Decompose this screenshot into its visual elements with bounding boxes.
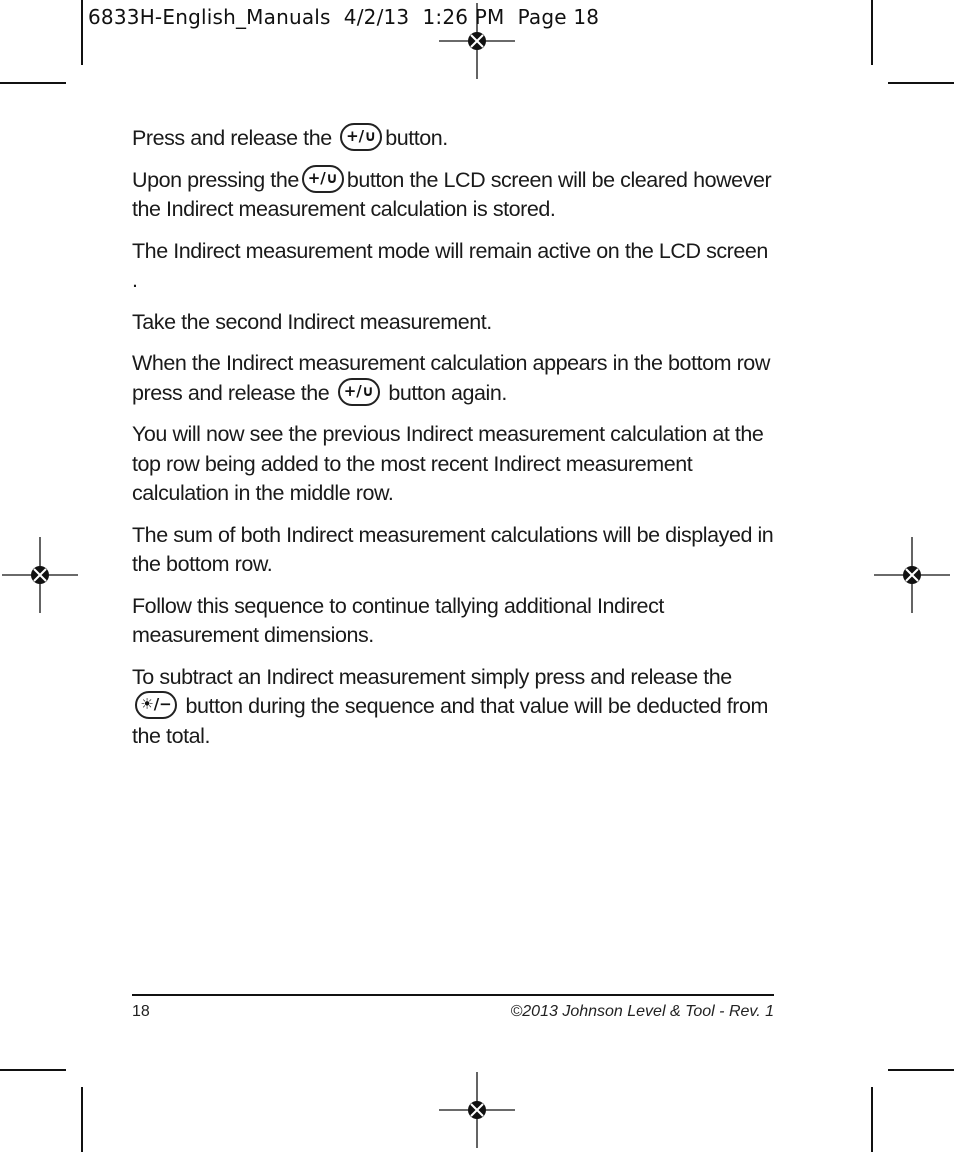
page-number: 18 [132,1003,150,1020]
paragraph-previous-calculation: You will now see the previous Indirect measurement calculation at the top row being added to the most recent Indirect measurement calculation in the middle row. [132,422,764,505]
registration-mark-right-icon [874,537,950,613]
crop-mark-bottom-left-horizontal [0,1069,66,1071]
paragraph-second-measurement: Take the second Indirect measurement. [132,309,492,334]
print-slug-line: 6833H-English_Manuals 4/2/13 1:26 PM Page 18 [88,5,600,29]
plus-memory-button-icon: +/∪ [340,123,382,151]
paragraph-subtract: To subtract an Indirect measurement simply press and release the ☀/− button during the sequence and that value will be deducted from the total. [132,664,768,748]
registration-mark-top-icon [439,3,515,79]
crop-mark-top-left-horizontal [0,82,66,84]
paragraph-calculation-appears: When the Indirect measurement calculation appears in the bottom row press and release the +/∪ button again. [132,351,770,405]
light-minus-button-icon: ☀/− [135,691,177,719]
crop-mark-bottom-right-vertical [871,1087,873,1152]
crop-mark-top-right-horizontal [888,82,954,84]
paragraph-follow-sequence: Follow this sequence to continue tallying additional Indirect measurement dimensions. [132,593,664,647]
crop-mark-top-right-vertical [871,0,873,65]
footer-rule [132,994,774,996]
copyright-notice: ©2013 Johnson Level & Tool - Rev. 1 [510,1003,774,1020]
plus-memory-button-icon: +/∪ [338,378,380,406]
paragraph-upon-pressing: Upon pressing the +/∪ button the LCD screen will be cleared however the Indirect measurement calculation is stored. [132,166,774,225]
paragraph-sum: The sum of both Indirect measurement calculations will be displayed in the bottom row. [132,522,774,576]
plus-memory-button-icon: +/∪ [302,165,344,193]
registration-mark-bottom-icon [439,1072,515,1148]
registration-mark-left-icon [2,537,78,613]
crop-mark-bottom-right-horizontal [888,1069,954,1071]
crop-mark-bottom-left-vertical [81,1087,83,1152]
manual-body-text [132,124,774,763]
crop-mark-top-left-vertical [81,0,83,65]
paragraph-mode-active: The Indirect measurement mode will remain active on the LCD screen . [132,238,768,292]
paragraph-press-release: Press and release the +/∪ button. [132,124,774,154]
